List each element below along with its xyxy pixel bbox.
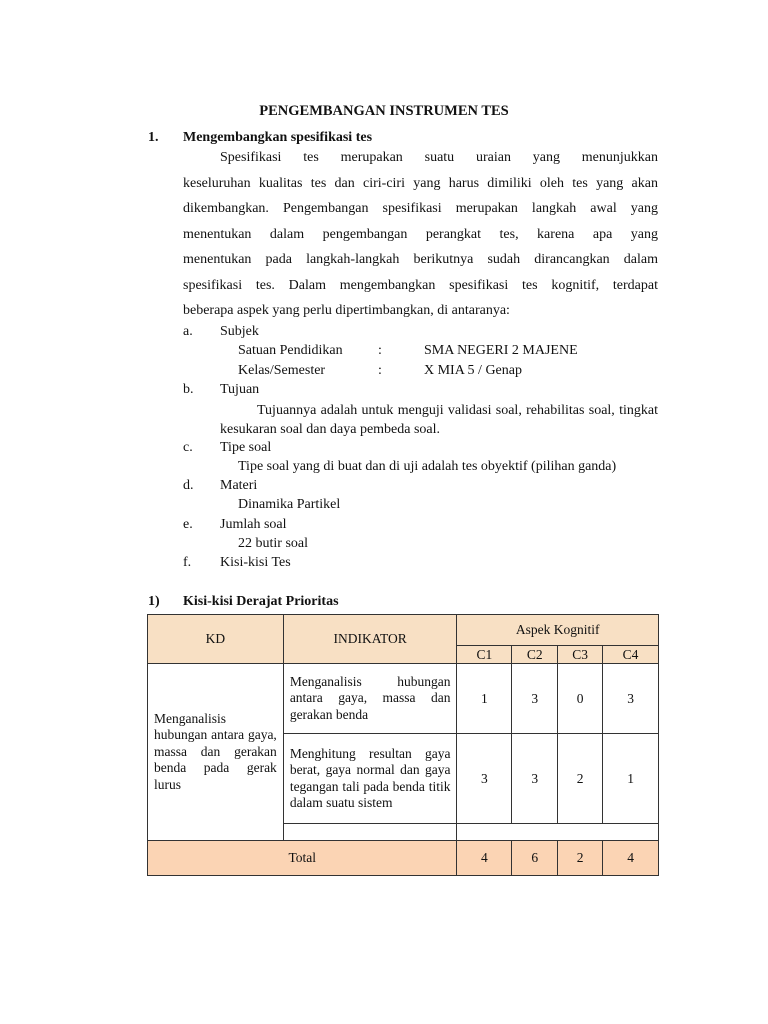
header-indikator: INDIKATOR — [283, 615, 457, 664]
indikator-text: Menganalisis hubungan antara gaya, massa dan gerakan benda — [289, 673, 451, 722]
list-label-subjek: Subjek — [220, 324, 259, 339]
total-c2: 6 — [512, 841, 558, 876]
tujuan-text: Tujuannya adalah untuk menguji validasi soal, rehabilitas soal, tingkat kesukaran soal dan daya pembeda soal. — [220, 403, 658, 437]
paragraph-line: menentukan dalam pengembangan perangkat tes, karena apa yang — [183, 226, 658, 242]
kd-text: Menganalisis hubungan antara gaya, massa dan gerakan benda pada gerak lurus — [154, 710, 277, 792]
header-c3: C3 — [558, 646, 603, 664]
subsection-number: 1) — [148, 594, 160, 609]
satuan-label: Satuan Pendidikan — [238, 343, 343, 358]
header-c4: C4 — [603, 646, 659, 664]
kd-cell — [148, 664, 284, 841]
total-c3: 2 — [558, 841, 603, 876]
kisi-kisi-table — [147, 614, 659, 876]
tipe-soal-text: Tipe soal yang di buat dan di uji adalah tes obyektif (pilihan ganda) — [238, 459, 617, 474]
satuan-colon: : — [378, 343, 382, 358]
table-row — [148, 664, 659, 734]
value-c4: 3 — [603, 664, 659, 734]
value-c4: 1 — [603, 734, 659, 824]
value-c2: 3 — [512, 664, 558, 734]
list-letter-f: f. — [183, 555, 192, 570]
header-c2: C2 — [512, 646, 558, 664]
header-c1: C1 — [457, 646, 512, 664]
spacer-cell — [283, 824, 457, 841]
list-label-materi: Materi — [220, 478, 258, 493]
satuan-value: SMA NEGERI 2 MAJENE — [424, 343, 578, 358]
list-letter-d: d. — [183, 478, 194, 493]
value-c2: 3 — [512, 734, 558, 824]
section-heading: Mengembangkan spesifikasi tes — [183, 130, 373, 145]
header-aspek-kognitif: Aspek Kognitif — [457, 615, 659, 646]
list-letter-e: e. — [183, 517, 193, 532]
spacer-cell — [457, 824, 659, 841]
section-number: 1. — [148, 130, 159, 145]
paragraph-line: menentukan pada langkah-langkah berikutnya sudah dirancangkan dalam — [183, 252, 658, 267]
indikator-cell — [283, 664, 457, 734]
paragraph-line: spesifikasi tes. Dalam mengembangkan spesifikasi tes kognitif, terdapat — [183, 277, 658, 293]
value-c1: 1 — [457, 664, 512, 734]
value-c3: 0 — [558, 664, 603, 734]
value-c3: 2 — [558, 734, 603, 824]
total-row — [148, 841, 659, 876]
paragraph-line: dikembangkan. Pengembangan spesifikasi merupakan langkah awal yang — [183, 201, 658, 216]
list-letter-c: c. — [183, 440, 193, 455]
list-label-tipe-soal: Tipe soal — [220, 440, 272, 455]
total-c4: 4 — [603, 841, 659, 876]
document-title: PENGEMBANGAN INSTRUMEN TES — [259, 103, 509, 119]
subsection-heading: Kisi-kisi Derajat Prioritas — [183, 594, 339, 609]
value-c1: 3 — [457, 734, 512, 824]
kelas-colon: : — [378, 363, 382, 378]
kelas-value: X MIA 5 / Genap — [424, 363, 522, 378]
paragraph-line: keseluruhan kualitas tes dan ciri-ciri yang harus dimiliki oleh tes yang akan — [183, 175, 658, 191]
jumlah-soal-text: 22 butir soal — [238, 536, 308, 551]
total-c1: 4 — [457, 841, 512, 876]
kelas-label: Kelas/Semester — [238, 363, 326, 378]
list-label-kisi-kisi: Kisi-kisi Tes — [220, 555, 291, 570]
paragraph-line: beberapa aspek yang perlu dipertimbangkan, di antaranya: — [183, 303, 510, 318]
total-label: Total — [148, 841, 457, 876]
list-label-tujuan: Tujuan — [220, 382, 260, 397]
header-kd: KD — [148, 615, 284, 664]
indikator-cell — [283, 734, 457, 824]
list-label-jumlah-soal: Jumlah soal — [220, 517, 287, 532]
spesifikasi-paragraph — [183, 145, 658, 324]
list-letter-b: b. — [183, 382, 194, 397]
list-letter-a: a. — [183, 324, 193, 339]
materi-text: Dinamika Partikel — [238, 497, 341, 512]
indikator-text: Menghitung resultan gaya berat, gaya normal dan gaya tegangan tali pada benda titik dalam suatu sistem — [289, 745, 451, 810]
paragraph-line: Spesifikasi tes merupakan suatu uraian yang menunjukkan — [220, 150, 658, 165]
